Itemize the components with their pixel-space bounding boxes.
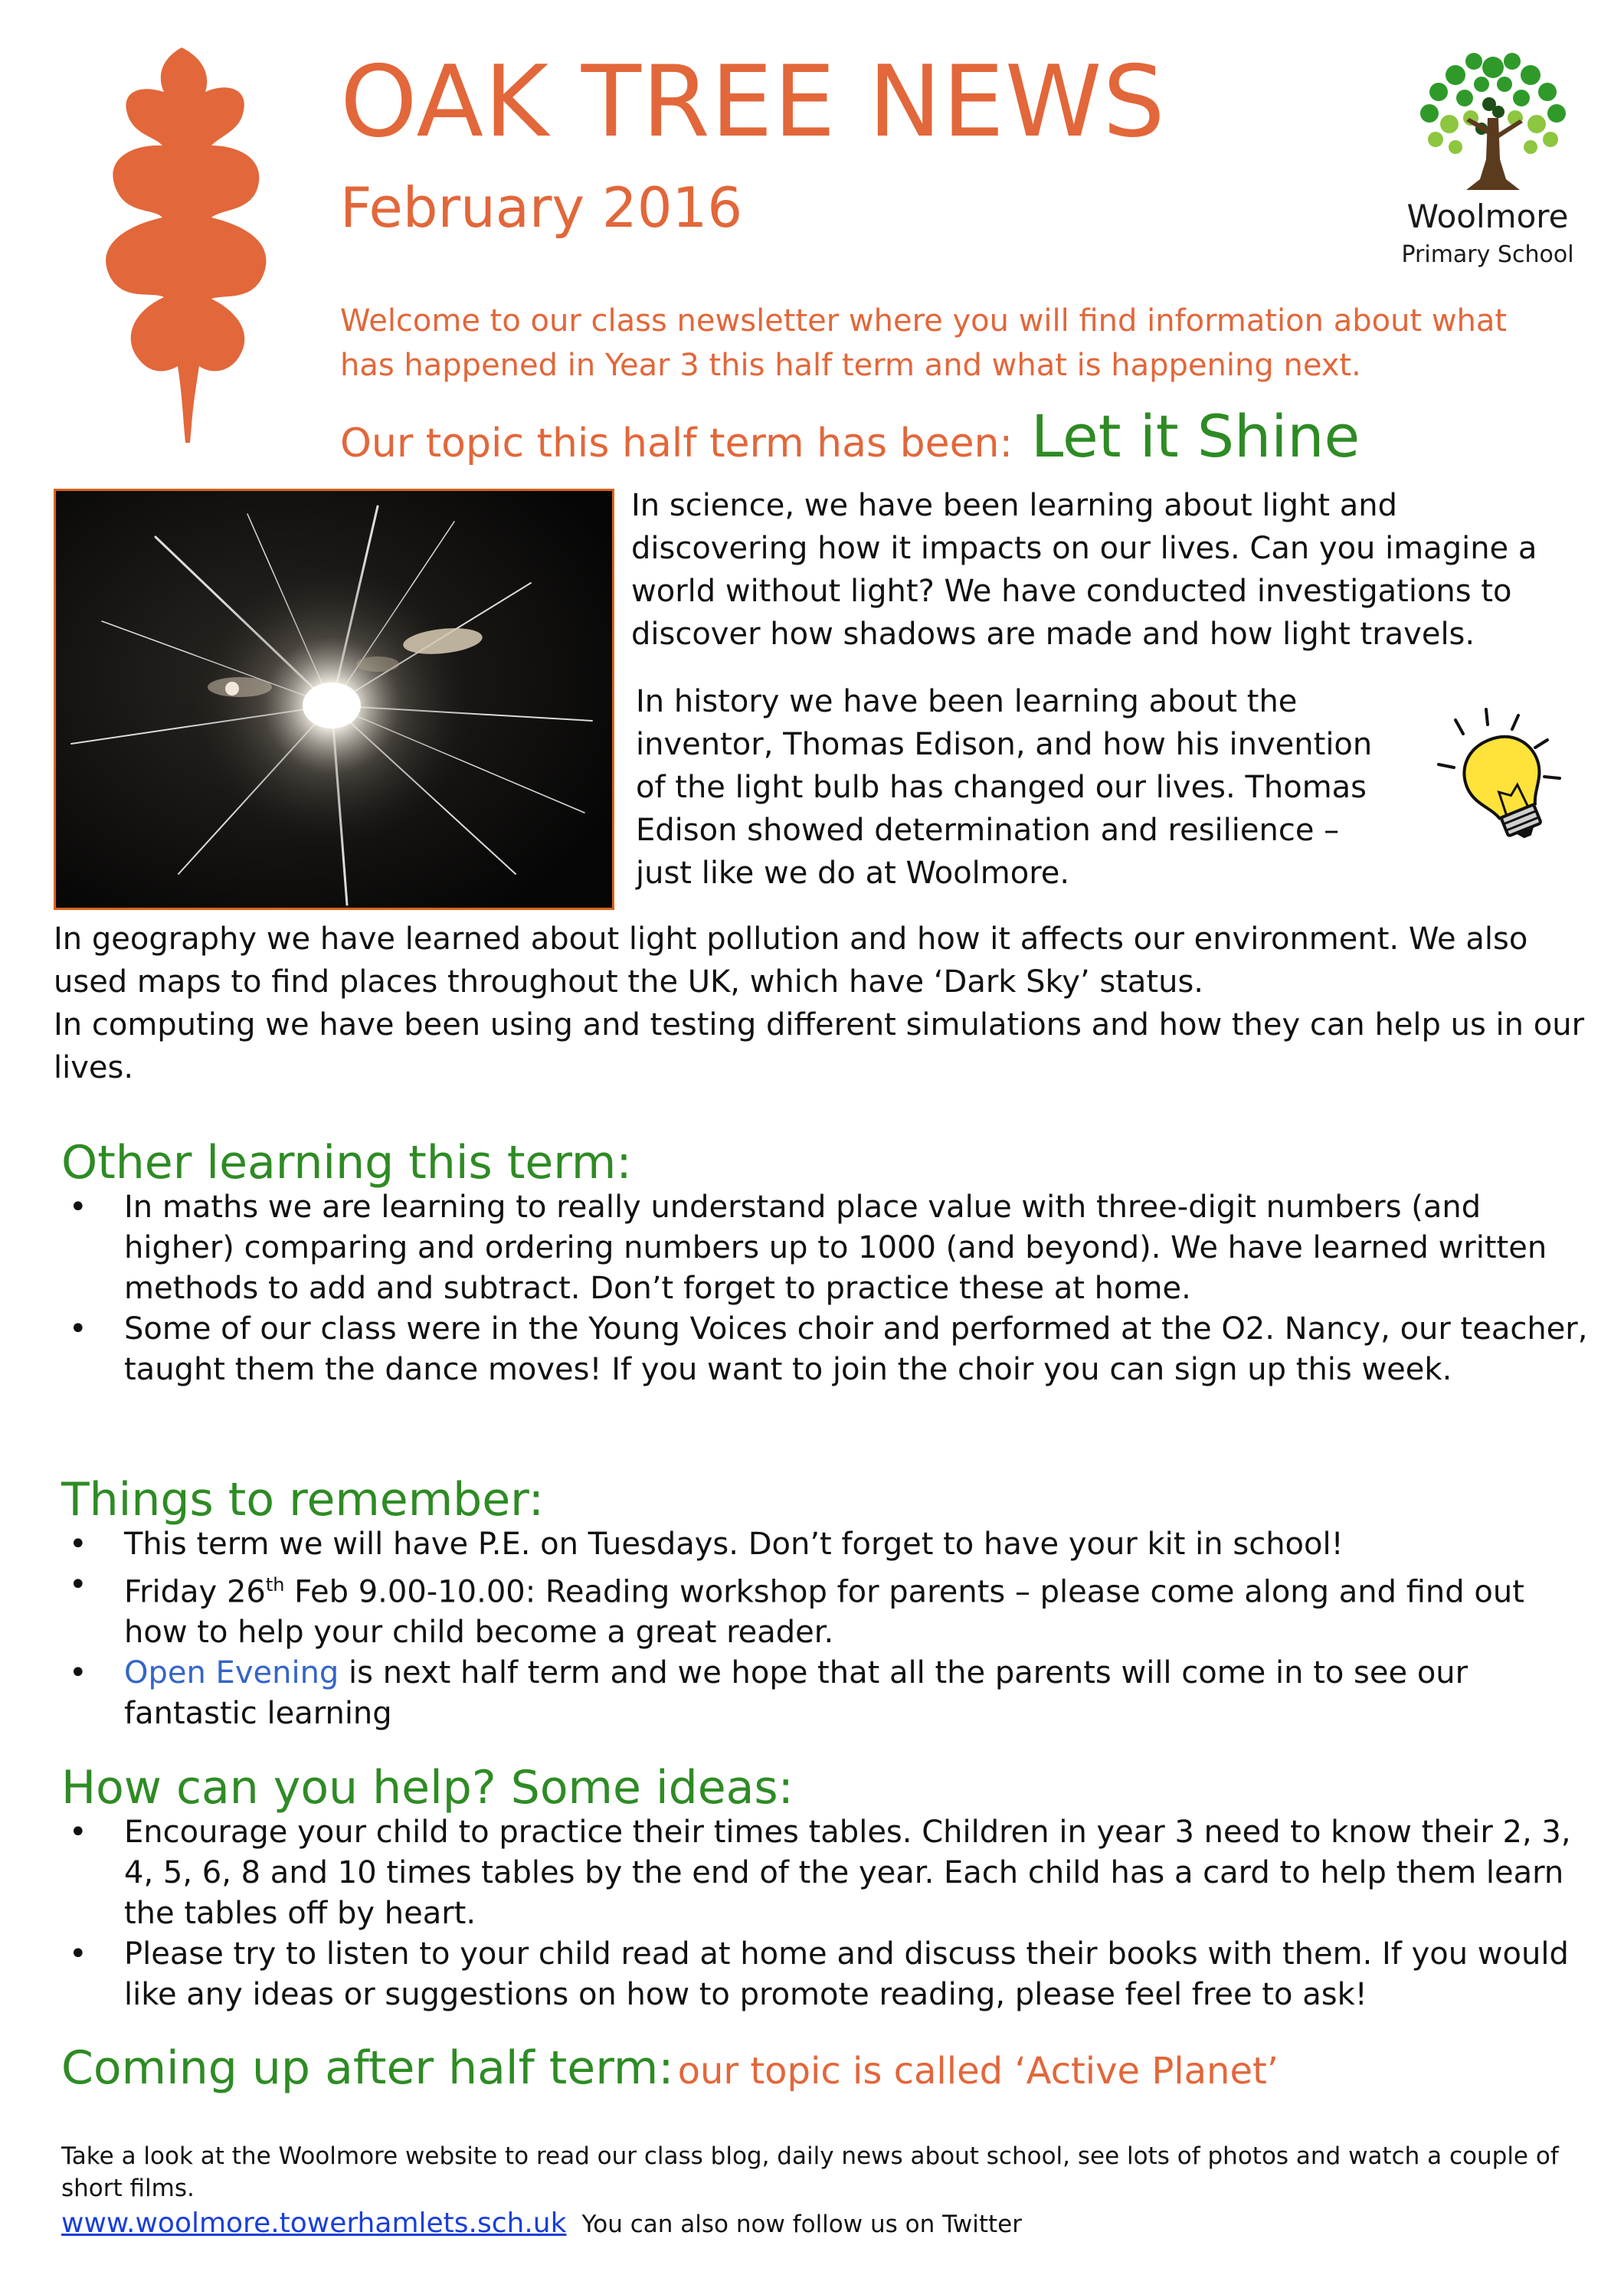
workshop-date: Friday 26 [124,1574,266,1610]
coming-up-line [61,2041,1279,2095]
open-evening-details: is next half term and we hope that all the parents will come in to see our fantastic learning [124,1655,1468,1732]
other-learning-list [61,1187,1593,1390]
newsletter-title: OAK TREE NEWS [340,45,1166,159]
welcome-text: Welcome to our class newsletter where you will find information about what has happened in Year 3 this half term and what is happening next. [340,303,1508,383]
topic-line [340,404,1360,469]
geography-paragraph: In geography we have learned about light pollution and how it affects our environment. We also used maps to find places throughout the UK, which have ‘Dark Sky’ status. [54,921,1528,1000]
open-evening-link[interactable]: Open Evening [124,1655,339,1691]
list-item: • This term we will have P.E. on Tuesdays. Don’t forget to have your kit in school! [61,1524,1593,1565]
computing-paragraph: In computing we have been using and testing different simulations and how they can help us in our lives. [54,1007,1585,1085]
light-burst-image [56,491,612,908]
workshop-details: Feb 9.00-10.00: Reading workshop for parents – please come along and find out how to help your child become a great reader. [124,1574,1524,1651]
footer-text: Take a look at the Woolmore website to read our class blog, daily news about school, see lots of photos and watch a couple of short films. [61,2142,1559,2202]
topic-name: Let it Shine [1031,402,1360,470]
oak-leaf-icon [47,44,308,458]
date-suffix: th [265,1574,285,1596]
other-learning-heading: Other learning this term: [61,1136,632,1190]
school-subtitle: Primary School [1401,241,1574,268]
science-paragraph: In science, we have been learning about light and discovering how it impacts on our lives. Can you imagine a world without light? We have conducted investigations to discover how shadows are made and how light travels. [631,488,1537,652]
help-list [61,1812,1593,2015]
footer [61,2140,1593,2240]
history-paragraph: In history we have been learning about the inventor, Thomas Edison, and how his invention of the light bulb has changed our lives. Thomas Edison showed determination and resilience – just like we do at Woolmore. [636,684,1373,891]
list-item [61,1653,1593,1734]
lightbulb-icon [1432,705,1570,850]
help-heading: How can you help? Some ideas: [61,1761,794,1815]
list-item: • In maths we are learning to really understand place value with three-digit numbers (and higher) comparing and ordering numbers up to 1000 (and beyond). We have learned written methods to add and subtract. Don’t forget to practice these at home. [61,1187,1593,1309]
coming-up-heading: Coming up after half term: [61,2041,674,2095]
coming-up-detail: our topic is called ‘Active Planet’ [677,2050,1279,2093]
geography-computing-section [54,918,1593,1089]
list-item: • Encourage your child to practice their times tables. Children in year 3 need to know their 2, 3, 4, 5, 6, 8 and 10 times tables by the end of the year. Each child has a card to help them learn the tables off by heart. [61,1812,1593,1934]
list-item: • Some of our class were in the Young Voices choir and performed at the O2. Nancy, our teacher, taught them the dance moves! If you want to join the choir you can sign up this week. [61,1309,1593,1390]
topic-intro: Our topic this half term has been: [340,421,1013,466]
list-item: • Please try to listen to your child read at home and discuss their books with them. If you would like any ideas or suggestions on how to promote reading, please feel free to ask! [61,1934,1593,2015]
newsletter-date: February 2016 [340,175,743,240]
remember-list [61,1524,1593,1734]
light-photo [54,489,614,910]
tree-logo-icon [1405,44,1581,198]
list-item [61,1565,1593,1653]
remember-heading: Things to remember: [61,1473,544,1527]
website-link[interactable]: www.woolmore.towerhamlets.sch.uk [61,2208,567,2239]
school-name: Woolmore [1406,198,1569,235]
twitter-text: You can also now follow us on Twitter [581,2211,1022,2238]
footer-links [61,2208,1593,2240]
